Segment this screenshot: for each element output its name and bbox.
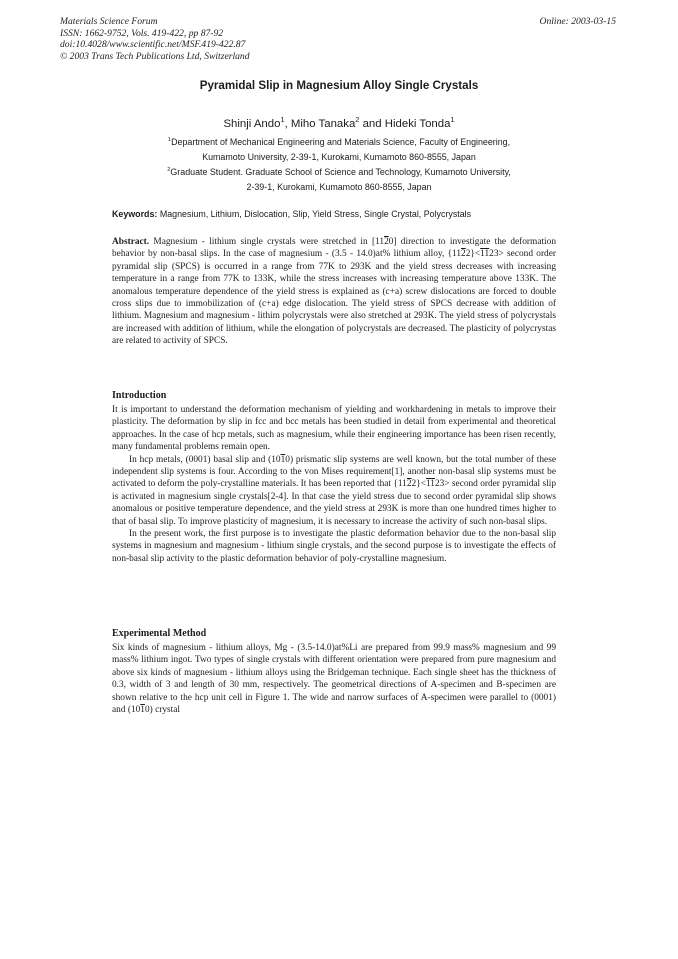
issn-line: ISSN: 1662-9752, Vols. 419-422, pp 87-92 — [60, 27, 224, 39]
paragraph: Six kinds of magnesium - lithium alloys, Mg - (3.5-14.0)at%Li are prepared from 99.9 mass% magnesium and 99 mass% lithium ingot. Two types of single crystals with different orientation were prepared from pure magnesium and above six kinds of magnesium - lithium alloys using the Bridgeman technique. Each single sheet has the thickness of 0.3, width of 3 and length of 30 mm, respectively. The geometrical directions of A-specimen and B-specimen are shown relative to the hcp unit cell in Figure 1. The wide and narrow surfaces of A-specimen were parallel to (0001) and (1010) crystal — [112, 643, 556, 716]
keywords-label: Keywords: — [112, 209, 158, 219]
paper-title: Pyramidal Slip in Magnesium Alloy Single Crystals — [199, 79, 479, 92]
author-name: Miho Tanaka — [290, 118, 356, 130]
method-heading: Experimental Method — [112, 628, 207, 639]
keywords-text: Magnesium, Lithium, Dislocation, Slip, Yield Stress, Single Crystal, Polycrystals — [157, 209, 472, 219]
paragraph: In the present work, the first purpose is to investigate the plastic deformation behavior due to the non-basal slip systems in magnesium and magnesium - lithium single crystals, and the second purpose is to investigate the effects of non-basal slip activity to the plastic deformation behavior of poly-crystalline magnesium. — [112, 529, 556, 564]
affiliation-mark: 1 — [450, 115, 455, 125]
affiliation-mark: 1 — [167, 137, 172, 144]
affiliation-line: 2-39-1, Kurokami, Kumamoto 860-8555, Japan — [246, 182, 432, 193]
affiliation-line: $^1$Department of Mechanical Engineering and Materials Science, Faculty of Engineering, — [167, 137, 511, 147]
affiliation-line: Kumamoto University, 2-39-1, Kurokami, Kumamoto 860-8555, Japan — [202, 152, 476, 163]
publication-info — [60, 16, 250, 62]
introduction-heading: Introduction — [112, 390, 167, 401]
affiliation-mark: 2 — [167, 167, 171, 174]
author-name: Shinji Ando — [223, 118, 281, 130]
author-separator: , — [284, 118, 291, 130]
journal-name: Materials Science Forum — [60, 16, 158, 27]
abstract-label: Abstract. — [112, 237, 150, 247]
copyright-line: © 2003 Trans Tech Publications Ltd, Switzerland — [60, 50, 250, 62]
paragraph: It is important to understand the deformation mechanism of yielding and workhardening in metals to improve their plasticity. The deformation by slip in fcc and bcc metals has been studied in detail from experimental and theoretical approaches. In the case of hcp metals, such as magnesium, while their engineering importance has been risen recently, many fundamental problems remain open. — [112, 405, 556, 453]
author-separator: and — [359, 118, 385, 130]
affiliation-1 — [0, 135, 678, 165]
affiliation-mark: 2 — [355, 115, 360, 125]
online-date: Online: 2003-03-15 — [539, 16, 616, 27]
author-line — [0, 115, 678, 130]
author-name: Hideki Tonda — [384, 118, 451, 130]
affiliation-mark: 1 — [280, 115, 285, 125]
affiliation-line: $^2$Graduate Student. Graduate School of Science and Technology, Kumamoto University, — [167, 167, 511, 177]
abstract-paragraph: Abstract. Magnesium - lithium single crystals were stretched in [1120] direction to investigate the deformation behavior by non-basal slips. In the case of magnesium - (3.5 - 14.0)at% lithium alloy, {1122}<1123> second order pyramidal slip (SPCS) is occurred in a range from 77K to 293K and the yield stress decreases with increasing temperature in a range from 77K to 133K, while the stress increases with increasing temperature above 133K. The anomalous temperature dependence of the yield stress is explained as (c+a) screw dislocations are forced to double cross slips due to immobilization of (c+a) edge dislocation. The yield stress of SPCS decrease with addition of lithium. Magnesium and magnesium - lithim polycrystals were also stretched at 293K. The yield stress of polycrystals are increased with addition of lithium, while the elongation of polycrystals are decreased. The plasticity of polycrystas are related to activity of SPCS. — [112, 237, 556, 347]
doi-line[interactable]: doi:10.4028/www.scientific.net/MSF.419-422.87 — [60, 39, 246, 50]
introduction-section — [112, 404, 556, 565]
affiliation-2 — [0, 165, 678, 195]
paragraph: In hcp metals, (0001) basal slip and (1010) prismatic slip systems are well known, but the total number of these independent slip systems is four. According to the von Mises requirement[1], another non-basal slip systems must be activated to deform the poly-crystalline materials. It has been reported that {1122}<1123> second order pyramidal slip is activated in magnesium single crystals[2-4]. In that case the yield stress due to second order pyramidal slip shows anomalous or positive temperature dependence, and the yield stress at 293K is more than one hundred times higher to that of basal slip. To improve plasticity of magnesium, it is necessary to increase the activity of such non-basal slips. — [112, 454, 556, 527]
abstract — [112, 236, 556, 348]
method-section — [112, 642, 556, 716]
keywords — [112, 209, 471, 219]
